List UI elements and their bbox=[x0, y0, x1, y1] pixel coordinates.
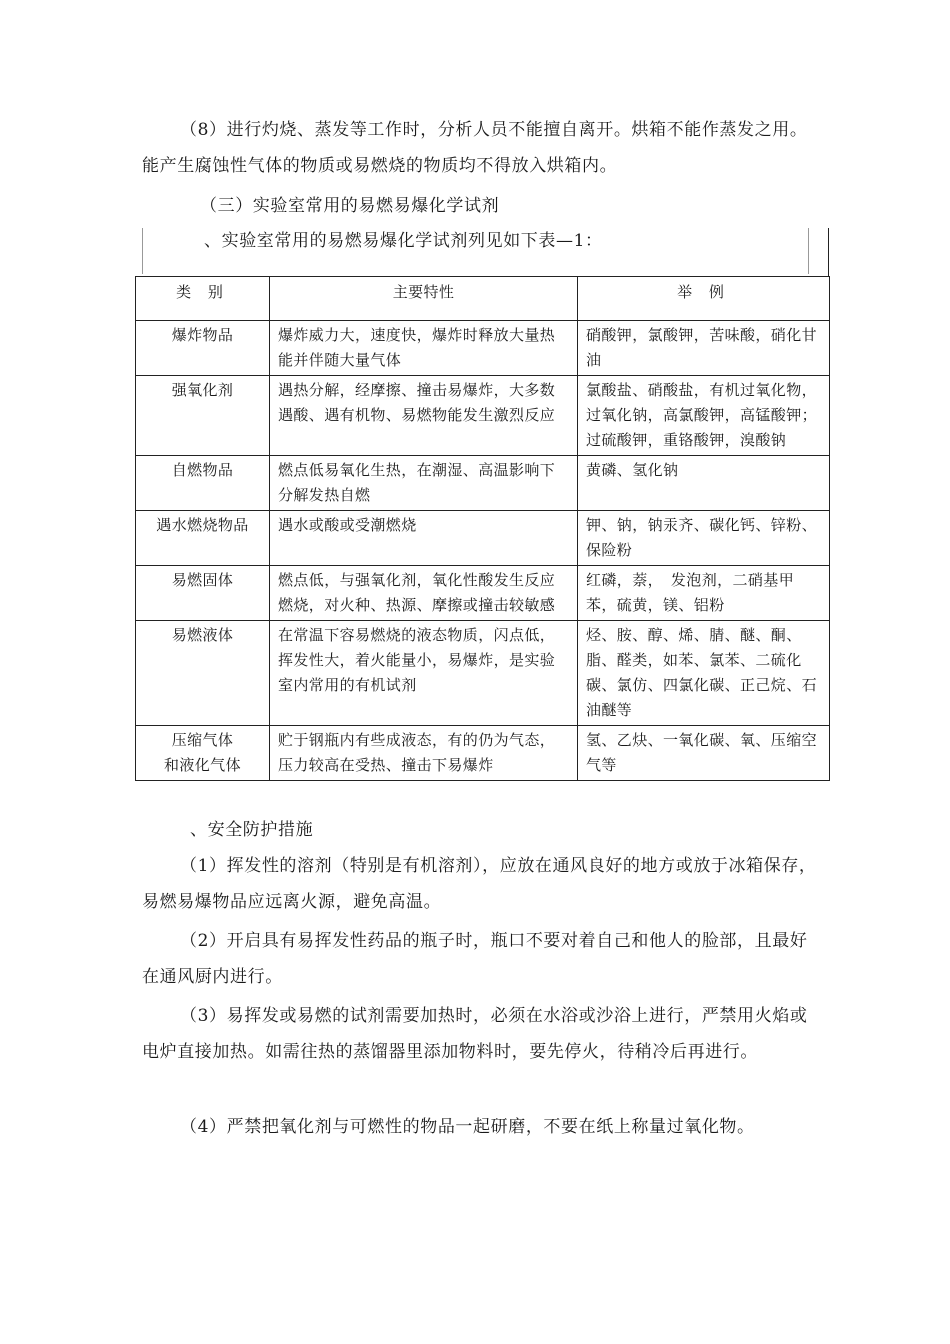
table-row bbox=[136, 376, 830, 456]
table-row bbox=[136, 621, 830, 726]
header-category: 类 别 bbox=[136, 277, 270, 321]
header-examples: 举 例 bbox=[578, 277, 830, 321]
row-category: 爆炸物品 bbox=[136, 321, 270, 376]
row-examples: 氯酸盐、硝酸盐，有机过氧化物，过氧化钠，高氯酸钾，高锰酸钾；过硫酸钾，重铬酸钾，溴酸钠 bbox=[578, 376, 830, 456]
row-category: 易燃固体 bbox=[136, 566, 270, 621]
row-category: 强氧化剂 bbox=[136, 376, 270, 456]
frame-left-line bbox=[142, 228, 143, 274]
row-category: 遇水燃烧物品 bbox=[136, 511, 270, 566]
header-property: 主要特性 bbox=[270, 277, 578, 321]
row-examples: 硝酸钾，氯酸钾，苦味酸，硝化甘油 bbox=[578, 321, 830, 376]
row-property: 遇热分解，经摩擦、撞击易爆炸，大多数遇酸、遇有机物、易燃物能发生激烈反应 bbox=[270, 376, 578, 456]
row-category bbox=[136, 726, 270, 781]
table-row bbox=[136, 511, 830, 566]
row-category-line1: 压缩气体 bbox=[171, 731, 234, 749]
reagents-table bbox=[135, 276, 830, 781]
frame-outer-right-line bbox=[828, 228, 829, 276]
table-caption: 、实验室常用的易燃易爆化学试剂列见如下表—1： bbox=[204, 231, 603, 251]
row-property: 贮于钢瓶内有些成液态，有的仍为气态，压力较高在受热、撞击下易爆炸 bbox=[270, 726, 578, 781]
frame-right-line bbox=[808, 228, 809, 274]
row-property: 燃点低易氧化生热，在潮湿、高温影响下分解发热自燃 bbox=[270, 456, 578, 511]
section-title: （三）实验室常用的易燃易爆化学试剂 bbox=[200, 196, 500, 216]
row-property: 在常温下容易燃烧的液态物质，闪点低，挥发性大，着火能量小，易爆炸，是实验室内常用的有机试剂 bbox=[270, 621, 578, 726]
safety-item-4: （4）严禁把氧化剂与可燃性的物品一起研磨，不要在纸上称量过氧化物。 bbox=[180, 1117, 755, 1137]
row-examples: 钾、钠，钠汞齐、碳化钙、锌粉、保险粉 bbox=[578, 511, 830, 566]
row-category: 自燃物品 bbox=[136, 456, 270, 511]
table-header-row bbox=[136, 277, 830, 321]
row-examples: 氢、乙炔、一氧化碳、氧、压缩空气等 bbox=[578, 726, 830, 781]
row-category: 易燃液体 bbox=[136, 621, 270, 726]
row-examples: 红磷，萘， 发泡剂，二硝基甲苯，硫黄，镁、铝粉 bbox=[578, 566, 830, 621]
table-row bbox=[136, 321, 830, 376]
row-property: 爆炸威力大，速度快，爆炸时释放大量热能并伴随大量气体 bbox=[270, 321, 578, 376]
table-row bbox=[136, 456, 830, 511]
row-property: 遇水或酸或受潮燃烧 bbox=[270, 511, 578, 566]
table-row bbox=[136, 726, 830, 781]
row-property: 燃点低，与强氧化剂，氧化性酸发生反应燃烧，对火种、热源、摩擦或撞击较敏感 bbox=[270, 566, 578, 621]
safety-item-1: （1）挥发性的溶剂（特别是有机溶剂），应放在通风良好的地方或放于冰箱保存，易燃易爆物品应远离火源，避免高温。 bbox=[142, 856, 817, 912]
row-category-line2: 和液化气体 bbox=[163, 756, 241, 774]
row-examples: 黄磷、氢化钠 bbox=[578, 456, 830, 511]
row-examples: 烃、胺、醇、烯、腈、醚、酮、脂、醛类，如苯、氯苯、二硫化碳、氯仿、四氯化碳、正己烷、石油醚等 bbox=[578, 621, 830, 726]
safety-item-2: （2）开启具有易挥发性药品的瓶子时，瓶口不要对着自己和他人的脸部，且最好在通风厨内进行。 bbox=[142, 931, 808, 987]
paragraph-item-8: （8）进行灼烧、蒸发等工作时，分析人员不能擅自离开。烘箱不能作蒸发之用。能产生腐蚀性气体的物质或易燃烧的物质均不得放入烘箱内。 bbox=[142, 120, 808, 176]
table-row bbox=[136, 566, 830, 621]
safety-title: 、安全防护措施 bbox=[190, 820, 314, 840]
safety-item-3: （3）易挥发或易燃的试剂需要加热时，必须在水浴或沙浴上进行，严禁用火焰或电炉直接加热。如需往热的蒸馏器里添加物料时，要先停火，待稍冷后再进行。 bbox=[142, 1006, 808, 1062]
